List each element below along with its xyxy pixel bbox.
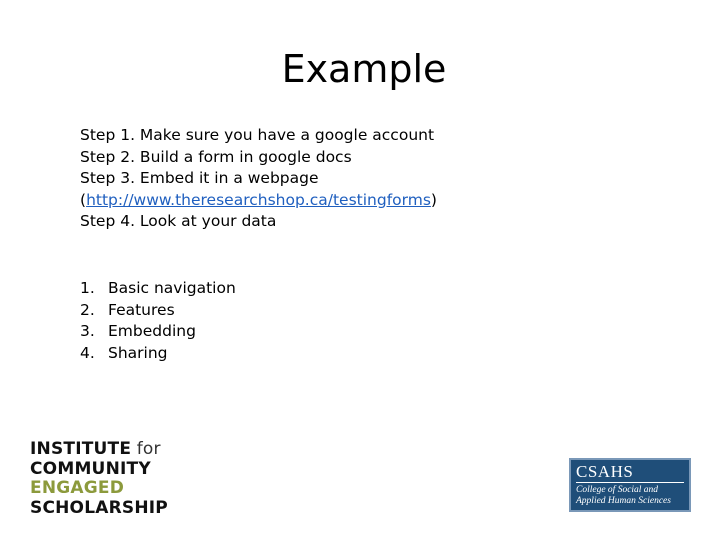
ices-logo-line-3: ENGAGED [30, 478, 125, 498]
csahs-logo-subtitle [576, 482, 684, 507]
csahs-logo-sub-line-1: College of Social and [576, 485, 659, 495]
numbered-list [80, 278, 236, 364]
list-item [80, 343, 236, 365]
step-1: Step 1. Make sure you have a google account [80, 126, 435, 144]
step-3: Step 3. Embed it in a webpage [80, 169, 319, 188]
testing-forms-link[interactable]: http://www.theresearchshop.ca/testingforms [86, 190, 431, 209]
ices-logo-institute: INSTITUTE [30, 439, 132, 459]
slide-title: Example [281, 47, 447, 91]
ices-logo-line-2: COMMUNITY [30, 458, 151, 479]
step-3-url-line [80, 190, 500, 212]
list-item-label: Embedding [108, 322, 196, 341]
list-item-number: 1. [80, 279, 95, 297]
ices-logo-for: for [131, 439, 161, 459]
step-2: Step 2. Build a form in google docs [80, 147, 352, 166]
list-item [80, 300, 236, 322]
ices-logo [30, 440, 168, 518]
list-item-label: Sharing [108, 343, 168, 362]
csahs-logo-abbr: CSAHS [576, 462, 634, 481]
list-item [80, 321, 236, 343]
list-item-number: 2. [80, 300, 95, 319]
ices-logo-line-4: SCHOLARSHIP [30, 497, 168, 518]
steps-list [80, 125, 500, 233]
csahs-logo-sub-line-2: Applied Human Sciences [576, 496, 671, 506]
csahs-logo [569, 458, 691, 512]
open-paren: ( [80, 190, 87, 209]
list-item [80, 278, 236, 300]
ices-logo-line-1 [30, 440, 168, 460]
list-item-label: Features [108, 300, 175, 319]
list-item-number: 4. [80, 343, 95, 362]
list-item-number: 3. [80, 322, 95, 341]
close-paren: ) [430, 190, 437, 209]
step-4: Step 4. Look at your data [80, 212, 277, 231]
list-item-label: Basic navigation [108, 279, 236, 297]
